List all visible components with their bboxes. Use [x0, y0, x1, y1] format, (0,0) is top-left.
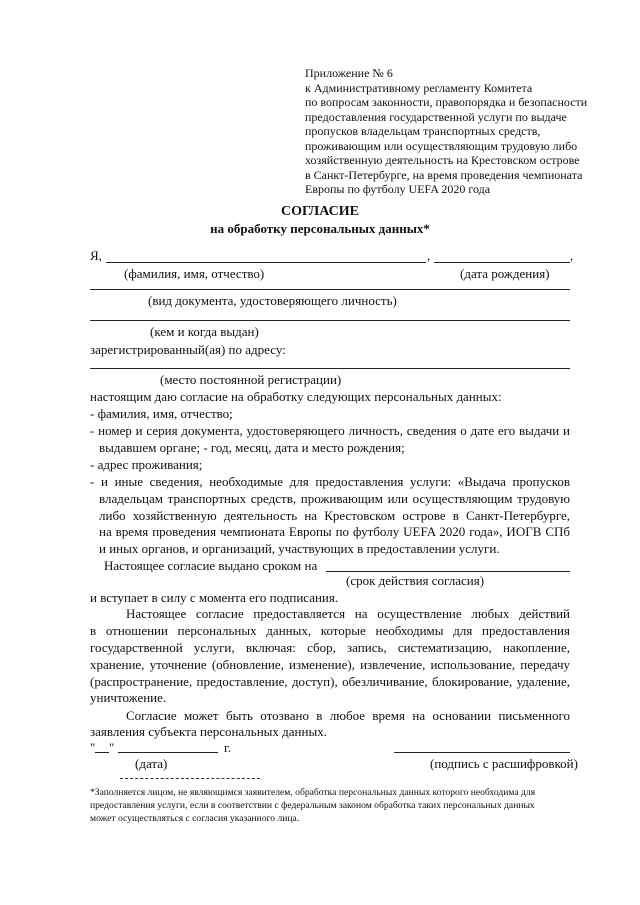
effect-text: и вступает в силу с момента его подписания.: [90, 590, 339, 605]
date-quote-open: ": [90, 740, 96, 755]
list-item: на время проведения чемпионата Европы по футболу UEFA 2020 года», ИОГВ СПб: [99, 524, 570, 539]
appendix-line: Европы по футболу UEFA 2020 года: [305, 182, 491, 196]
comma: ,: [427, 248, 431, 263]
month-year-field[interactable]: [118, 752, 218, 753]
comma: ,: [570, 248, 574, 263]
list-item: либо хозяйственную деятельность на Крестовском острове в Санкт-Петербурге,: [99, 508, 570, 523]
date-quote-close: ": [109, 740, 115, 755]
appendix-line: проживающим или осуществляющим трудовую либо: [305, 139, 578, 153]
issued-by-field[interactable]: [90, 320, 570, 321]
registration-address-field[interactable]: [90, 368, 570, 369]
appendix-line: хозяйственную деятельность на Крестовском острове: [305, 153, 580, 167]
issued-caption: (кем и когда выдан): [150, 324, 259, 339]
document-title: СОГЛАСИЕ: [281, 204, 359, 219]
paragraph-line: в отношении персональных данных, которые необходимы для предоставления: [90, 623, 570, 638]
appendix-line: в Санкт-Петербурге, на время проведения чемпионата: [305, 168, 583, 182]
signature-field[interactable]: [394, 752, 570, 753]
term-field[interactable]: [326, 571, 570, 572]
paragraph-line: заявления субъекта персональных данных.: [90, 724, 327, 739]
appendix-line: пропусков владельцам транспортных средств,: [305, 124, 541, 138]
appendix-line: по вопросам законности, правопорядка и безопасности: [305, 95, 588, 109]
document-type-field[interactable]: [90, 289, 570, 290]
footnote-line: предоставления услуги, если в соответствии с федеральным законом обработка таких персональных данных: [90, 800, 535, 811]
appendix-line: к Административному регламенту Комитета: [305, 81, 533, 95]
appendix-line: предоставления государственной услуги по выдаче: [305, 110, 567, 124]
registration-caption: (место постоянной регистрации): [160, 372, 342, 387]
list-item: выдавшем органе; - год, месяц, дата и место рождения;: [99, 440, 405, 455]
footnote-line: *Заполняется лицом, не являющимся заявителем, обработка персональных данных которого необходима для: [90, 787, 536, 798]
paragraph-line: хранение, уточнение (обновление, изменение), извлечение, использование, передачу: [90, 657, 570, 672]
day-field[interactable]: [95, 752, 109, 753]
ya-label: Я,: [90, 248, 102, 263]
term-caption: (срок действия согласия): [346, 573, 485, 588]
year-suffix: г.: [224, 740, 232, 755]
footnote-divider: [120, 778, 260, 779]
birth-caption: (дата рождения): [460, 266, 550, 281]
footnote-line: может осуществляться с согласия указанного лица.: [90, 813, 300, 824]
paragraph-line: Согласие может быть отозвано в любое время на основании письменного: [126, 708, 570, 723]
registered-label: зарегистрированный(ая) по адресу:: [90, 342, 286, 357]
list-item: - адрес проживания;: [90, 457, 203, 472]
list-item: и иных органов, и организаций, участвующих в предоставлении услуги.: [99, 541, 500, 556]
list-item: - и иные сведения, необходимые для предоставления услуги: «Выдача пропусков: [90, 474, 570, 489]
signature-caption: (подпись с расшифровкой): [430, 756, 578, 771]
list-item: - номер и серия документа, удостоверяющего личность, сведения о дате его выдачи и: [90, 423, 570, 438]
list-item: - фамилия, имя, отчество;: [90, 406, 233, 421]
date-caption: (дата): [135, 756, 168, 771]
fio-caption: (фамилия, имя, отчество): [124, 266, 265, 281]
term-text: Настоящее согласие выдано сроком на: [104, 558, 318, 573]
fio-field[interactable]: [106, 262, 426, 263]
paragraph-line: (распространение, предоставление, доступ), обезличивание, блокирование, удаление,: [90, 674, 570, 689]
document-subtitle: на обработку персональных данных*: [210, 221, 430, 236]
intro-text: настоящим даю согласие на обработку следующих персональных данных:: [90, 389, 502, 404]
appendix-line: Приложение № 6: [305, 66, 393, 80]
document-caption: (вид документа, удостоверяющего личность): [148, 293, 397, 308]
list-item: владельцам транспортных средств, проживающим или осуществляющим трудовую: [99, 491, 570, 506]
birth-date-field[interactable]: [434, 262, 570, 263]
paragraph-line: государственной услуги, включая: сбор, запись, систематизацию, накопление,: [90, 640, 570, 655]
paragraph-line: уничтожение.: [90, 690, 167, 705]
paragraph-line: Настоящее согласие предоставляется на осуществление любых действий: [126, 606, 570, 621]
